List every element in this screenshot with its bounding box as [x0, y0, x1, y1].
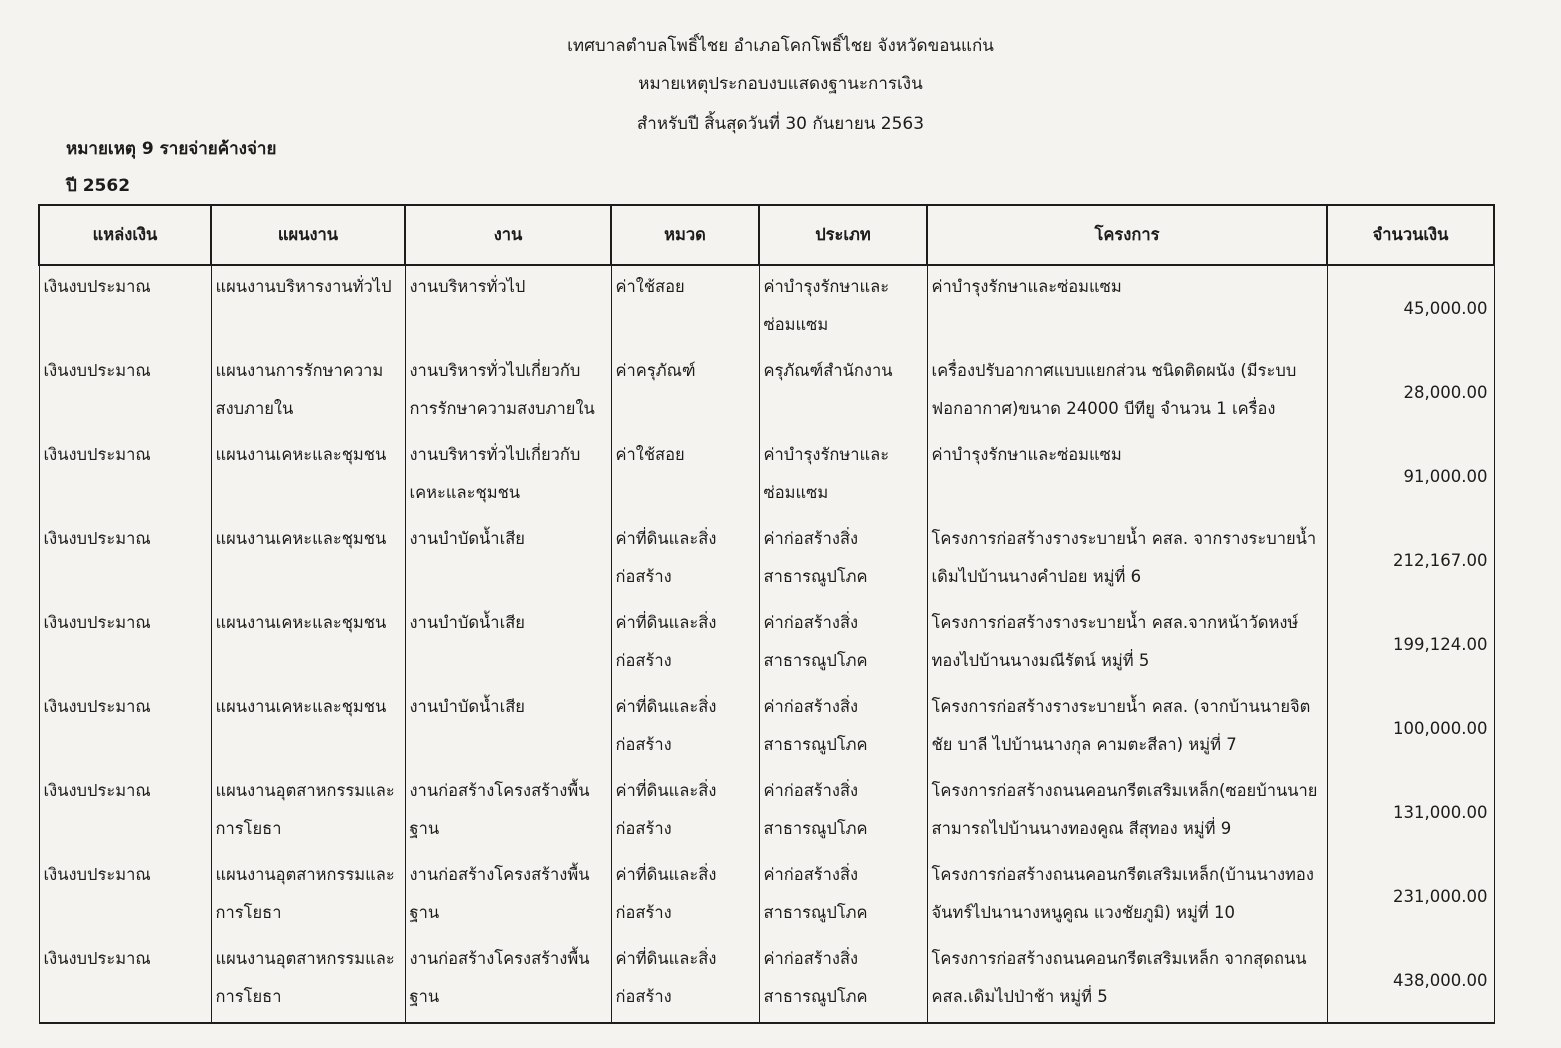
cell-work: งานบริหารทั่วไป	[405, 265, 611, 350]
cell-amount: 131,000.00	[1327, 770, 1494, 854]
cell-category: ค่าที่ดินและสิ่งก่อสร้าง	[611, 686, 759, 770]
cell-amount: 45,000.00	[1327, 265, 1494, 350]
table-row	[39, 854, 1494, 938]
cell-amount: 199,124.00	[1327, 602, 1494, 686]
cell-plan: แผนงานอุตสาหกรรมและการโยธา	[211, 938, 405, 1023]
cell-source: เงินงบประมาณ	[39, 434, 211, 518]
cell-work: งานก่อสร้างโครงสร้างพื้นฐาน	[405, 938, 611, 1023]
col-header-category: หมวด	[611, 205, 759, 265]
col-header-project: โครงการ	[927, 205, 1327, 265]
cell-type: ค่าก่อสร้างสิ่งสาธารณูปโภค	[759, 854, 927, 938]
cell-type: ค่าบำรุงรักษาและซ่อมแซม	[759, 434, 927, 518]
cell-type: ค่าบำรุงรักษาและซ่อมแซม	[759, 265, 927, 350]
cell-category: ค่าที่ดินและสิ่งก่อสร้าง	[611, 854, 759, 938]
cell-type: ค่าก่อสร้างสิ่งสาธารณูปโภค	[759, 518, 927, 602]
cell-project: โครงการก่อสร้างรางระบายน้ำ คสล. จากรางระบายน้ำเดิมไปบ้านนางคำปอย หมู่ที่ 6	[927, 518, 1327, 602]
cell-project: โครงการก่อสร้างรางระบายน้ำ คสล.จากหน้าวัดหงษ์ทองไปบ้านนางมณีรัตน์ หมู่ที่ 5	[927, 602, 1327, 686]
cell-category: ค่าที่ดินและสิ่งก่อสร้าง	[611, 518, 759, 602]
cell-source: เงินงบประมาณ	[39, 686, 211, 770]
cell-source: เงินงบประมาณ	[39, 602, 211, 686]
report-period: สำหรับปี สิ้นสุดวันที่ 30 กันยายน 2563	[636, 114, 925, 134]
report-title: หมายเหตุประกอบงบแสดงฐานะการเงิน	[638, 74, 923, 94]
cell-project: โครงการก่อสร้างรางระบายน้ำ คสล. (จากบ้านนายจิตชัย บาลี ไปบ้านนางกุล คามตะสีลา) หมู่ที่ 7	[927, 686, 1327, 770]
cell-work: งานบำบัดน้ำเสีย	[405, 518, 611, 602]
col-header-type: ประเภท	[759, 205, 927, 265]
year-label: ปี 2562	[66, 176, 131, 196]
table-row	[39, 434, 1494, 518]
cell-work: งานบริหารทั่วไปเกี่ยวกับการรักษาความสงบภายใน	[405, 350, 611, 434]
cell-amount: 438,000.00	[1327, 938, 1494, 1023]
col-header-source: แหล่งเงิน	[39, 205, 211, 265]
table-row	[39, 602, 1494, 686]
cell-category: ค่าที่ดินและสิ่งก่อสร้าง	[611, 938, 759, 1023]
col-header-amount: จำนวนเงิน	[1327, 205, 1494, 265]
cell-plan: แผนงานเคหะและชุมชน	[211, 518, 405, 602]
cell-plan: แผนงานการรักษาความสงบภายใน	[211, 350, 405, 434]
cell-project: โครงการก่อสร้างถนนคอนกรีตเสริมเหล็ก จากสุดถนน คสล.เดิมไปป่าช้า หมู่ที่ 5	[927, 938, 1327, 1023]
org-heading: เทศบาลตำบลโพธิ์ไชย อำเภอโคกโพธิ์ไชย จังหวัดขอนแก่น	[567, 36, 994, 56]
table-body	[39, 265, 1494, 1023]
cell-category: ค่าครุภัณฑ์	[611, 350, 759, 434]
cell-amount: 231,000.00	[1327, 854, 1494, 938]
table-header-row	[39, 205, 1494, 265]
note-title: หมายเหตุ 9 รายจ่ายค้างจ่าย	[66, 139, 277, 159]
cell-type: ค่าก่อสร้างสิ่งสาธารณูปโภค	[759, 770, 927, 854]
cell-source: เงินงบประมาณ	[39, 350, 211, 434]
cell-plan: แผนงานอุตสาหกรรมและการโยธา	[211, 770, 405, 854]
cell-project: เครื่องปรับอากาศแบบแยกส่วน ชนิดติดผนัง (มีระบบฟอกอากาศ)ขนาด 24000 บีทียู จำนวน 1 เครื่อง	[927, 350, 1327, 434]
cell-source: เงินงบประมาณ	[39, 854, 211, 938]
cell-plan: แผนงานเคหะและชุมชน	[211, 686, 405, 770]
cell-project: ค่าบำรุงรักษาและซ่อมแซม	[927, 434, 1327, 518]
col-header-work: งาน	[405, 205, 611, 265]
cell-type: ครุภัณฑ์สำนักงาน	[759, 350, 927, 434]
cell-category: ค่าใช้สอย	[611, 434, 759, 518]
table-row	[39, 518, 1494, 602]
table-row	[39, 938, 1494, 1023]
cell-project: ค่าบำรุงรักษาและซ่อมแซม	[927, 265, 1327, 350]
cell-source: เงินงบประมาณ	[39, 265, 211, 350]
cell-work: งานก่อสร้างโครงสร้างพื้นฐาน	[405, 770, 611, 854]
cell-project: โครงการก่อสร้างถนนคอนกรีตเสริมเหล็ก(บ้านนางทองจันทร์ไปนานางหนูคูณ แวงชัยภูมิ) หมู่ที่ 10	[927, 854, 1327, 938]
cell-type: ค่าก่อสร้างสิ่งสาธารณูปโภค	[759, 602, 927, 686]
cell-plan: แผนงานอุตสาหกรรมและการโยธา	[211, 854, 405, 938]
cell-type: ค่าก่อสร้างสิ่งสาธารณูปโภค	[759, 686, 927, 770]
table-row	[39, 265, 1494, 350]
cell-amount: 28,000.00	[1327, 350, 1494, 434]
table-row	[39, 350, 1494, 434]
cell-plan: แผนงานเคหะและชุมชน	[211, 434, 405, 518]
cell-amount: 100,000.00	[1327, 686, 1494, 770]
cell-plan: แผนงานเคหะและชุมชน	[211, 602, 405, 686]
cell-amount: 212,167.00	[1327, 518, 1494, 602]
cell-work: งานก่อสร้างโครงสร้างพื้นฐาน	[405, 854, 611, 938]
cell-work: งานบริหารทั่วไปเกี่ยวกับเคหะและชุมชน	[405, 434, 611, 518]
cell-category: ค่าใช้สอย	[611, 265, 759, 350]
accrued-expenses-table	[38, 204, 1495, 1024]
cell-amount: 91,000.00	[1327, 434, 1494, 518]
cell-work: งานบำบัดน้ำเสีย	[405, 686, 611, 770]
col-header-plan: แผนงาน	[211, 205, 405, 265]
cell-type: ค่าก่อสร้างสิ่งสาธารณูปโภค	[759, 938, 927, 1023]
cell-category: ค่าที่ดินและสิ่งก่อสร้าง	[611, 602, 759, 686]
cell-plan: แผนงานบริหารงานทั่วไป	[211, 265, 405, 350]
cell-work: งานบำบัดน้ำเสีย	[405, 602, 611, 686]
cell-source: เงินงบประมาณ	[39, 938, 211, 1023]
table-row	[39, 770, 1494, 854]
cell-source: เงินงบประมาณ	[39, 518, 211, 602]
cell-source: เงินงบประมาณ	[39, 770, 211, 854]
cell-category: ค่าที่ดินและสิ่งก่อสร้าง	[611, 770, 759, 854]
cell-project: โครงการก่อสร้างถนนคอนกรีตเสริมเหล็ก(ซอยบ้านนายสามารถไปบ้านนางทองคูณ สีสุทอง หมู่ที่ 9	[927, 770, 1327, 854]
table-row	[39, 686, 1494, 770]
